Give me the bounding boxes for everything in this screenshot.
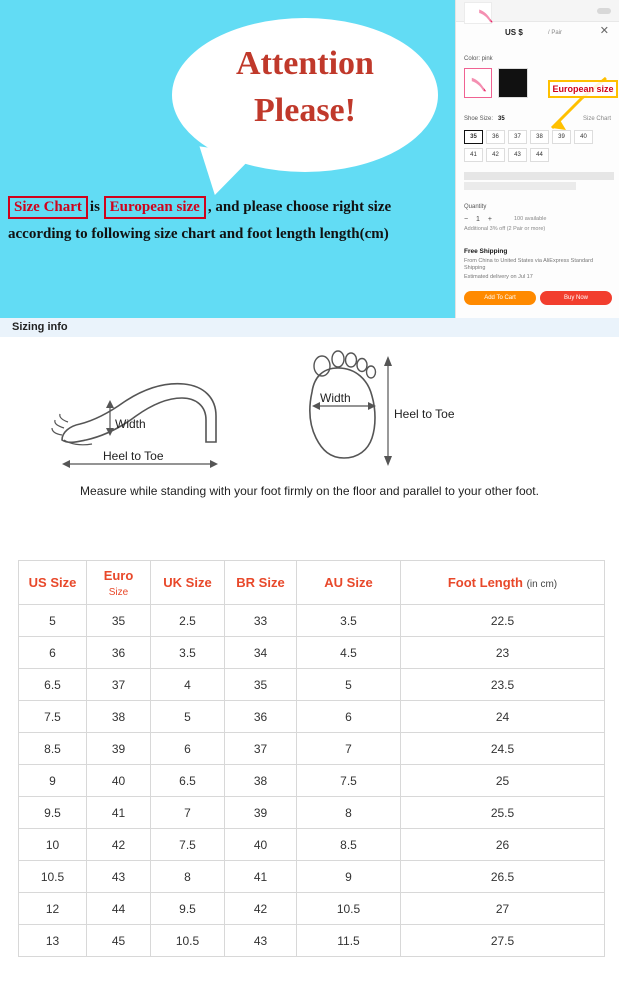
cell-us: 10.5: [19, 861, 87, 893]
table-row: [19, 765, 605, 797]
product-thumbnail[interactable]: [464, 2, 492, 24]
cell-uk: 5: [151, 701, 225, 733]
cell-us: 7.5: [19, 701, 87, 733]
cell-br: 35: [225, 669, 297, 701]
cell-au: 3.5: [297, 605, 401, 637]
shipping-estimate: Estimated delivery on Jul 17: [464, 274, 533, 280]
cell-au: 10.5: [297, 893, 401, 925]
cell-us: 12: [19, 893, 87, 925]
shoe-size-label: Shoe Size:: [464, 116, 494, 122]
cell-euro: 36: [87, 637, 151, 669]
blurred-text-line: [464, 182, 576, 190]
cell-foot-length: 26.5: [401, 861, 605, 893]
cell-euro: 44: [87, 893, 151, 925]
cell-euro: 42: [87, 829, 151, 861]
quantity-label: Quantity: [464, 204, 487, 210]
cell-euro: 45: [87, 925, 151, 957]
european-size-chip: European size: [104, 196, 206, 219]
table-row: [19, 637, 605, 669]
note-line-1: [8, 196, 458, 219]
table-row: [19, 893, 605, 925]
cell-euro: 43: [87, 861, 151, 893]
color-swatch-pink[interactable]: [464, 68, 492, 98]
european-size-callout: European size: [548, 80, 618, 98]
cell-br: 41: [225, 861, 297, 893]
size-option[interactable]: 44: [530, 148, 549, 162]
add-to-cart-button[interactable]: Add To Cart: [464, 291, 536, 305]
cell-uk: 9.5: [151, 893, 225, 925]
cell-uk: 10.5: [151, 925, 225, 957]
cell-foot-length: 25.5: [401, 797, 605, 829]
cell-br: 40: [225, 829, 297, 861]
col-header-us: US Size: [19, 561, 87, 605]
cell-foot-length: 24: [401, 701, 605, 733]
size-option[interactable]: 36: [486, 130, 505, 144]
note-mid-1: is: [89, 199, 100, 215]
size-chart-link[interactable]: Size Chart: [582, 116, 611, 122]
cell-foot-length: 27: [401, 893, 605, 925]
banner-left-area: [0, 0, 455, 318]
cell-au: 7: [297, 733, 401, 765]
note-line-2: according to following size chart and foot length length(cm): [8, 226, 389, 242]
cell-foot-length: 23.5: [401, 669, 605, 701]
cell-au: 5: [297, 669, 401, 701]
size-option[interactable]: 39: [552, 130, 571, 144]
color-swatch-black[interactable]: [498, 68, 528, 98]
cell-uk: 8: [151, 861, 225, 893]
cell-us: 9.5: [19, 797, 87, 829]
cell-euro: 38: [87, 701, 151, 733]
cell-us: 13: [19, 925, 87, 957]
color-label: Color: pink: [464, 56, 493, 62]
cell-foot-length: 26: [401, 829, 605, 861]
shipping-title: Free Shipping: [464, 248, 508, 255]
attention-banner: [0, 0, 619, 318]
col-header-euro: Euro Size: [87, 561, 151, 605]
table-row: [19, 925, 605, 957]
col-header-br: BR Size: [225, 561, 297, 605]
cell-br: 33: [225, 605, 297, 637]
cell-euro: 40: [87, 765, 151, 797]
cell-euro: 41: [87, 797, 151, 829]
shoe-size-value: 35: [498, 116, 505, 122]
size-option[interactable]: 35: [464, 130, 483, 144]
cell-br: 38: [225, 765, 297, 797]
cell-uk: 6: [151, 733, 225, 765]
cell-br: 39: [225, 797, 297, 829]
cell-euro: 37: [87, 669, 151, 701]
cell-foot-length: 22.5: [401, 605, 605, 637]
heel-to-toe-label-top: Heel to Toe: [394, 407, 455, 421]
cell-au: 8: [297, 797, 401, 829]
close-icon[interactable]: ✕: [599, 25, 609, 37]
cell-au: 7.5: [297, 765, 401, 797]
blurred-text-line: [464, 172, 614, 180]
cell-foot-length: 25: [401, 765, 605, 797]
col-header-foot-length: [401, 561, 605, 605]
cell-us: 6.5: [19, 669, 87, 701]
high-heel-icon: [470, 74, 488, 94]
table-row: [19, 733, 605, 765]
product-unit: / Pair: [548, 30, 563, 36]
table-row: [19, 669, 605, 701]
cell-uk: 6.5: [151, 765, 225, 797]
cell-br: 42: [225, 893, 297, 925]
col-header-au: AU Size: [297, 561, 401, 605]
cell-au: 6: [297, 701, 401, 733]
cell-euro: 35: [87, 605, 151, 637]
size-option[interactable]: 37: [508, 130, 527, 144]
quantity-available: 100 available: [514, 216, 547, 222]
cell-au: 9: [297, 861, 401, 893]
size-grid: [464, 130, 614, 166]
bubble-line-2: Please!: [254, 92, 356, 129]
size-conversion-table: [18, 560, 605, 957]
bubble-text: [172, 40, 438, 134]
high-heel-icon: [477, 7, 495, 24]
cell-uk: 3.5: [151, 637, 225, 669]
width-label-top: Width: [320, 391, 351, 405]
cell-foot-length: 27.5: [401, 925, 605, 957]
cell-euro: 39: [87, 733, 151, 765]
foot-measurement-diagram: [0, 340, 619, 490]
table-row: [19, 797, 605, 829]
foot-length-unit: (in cm): [526, 579, 558, 590]
cell-foot-length: 24.5: [401, 733, 605, 765]
table-row: [19, 701, 605, 733]
table-row: [19, 861, 605, 893]
size-option[interactable]: 38: [530, 130, 549, 144]
size-option[interactable]: 42: [486, 148, 505, 162]
product-price: US $: [505, 28, 523, 37]
quantity-value: 1: [476, 216, 483, 223]
quantity-stepper[interactable]: − 1 +: [464, 216, 495, 223]
size-option[interactable]: 43: [508, 148, 527, 162]
cell-br: 43: [225, 925, 297, 957]
table-row: [19, 605, 605, 637]
col-header-uk: UK Size: [151, 561, 225, 605]
cell-au: 4.5: [297, 637, 401, 669]
cell-us: 9: [19, 765, 87, 797]
cell-au: 11.5: [297, 925, 401, 957]
cell-uk: 4: [151, 669, 225, 701]
quantity-discount: Additional 3% off (2 Pair or more): [464, 226, 546, 232]
product-page-screenshot: [455, 0, 619, 318]
table-row: [19, 829, 605, 861]
cell-us: 8.5: [19, 733, 87, 765]
cell-us: 5: [19, 605, 87, 637]
size-option[interactable]: 40: [574, 130, 593, 144]
size-option[interactable]: 41: [464, 148, 483, 162]
size-chart-chip: Size Chart: [8, 196, 88, 219]
cell-au: 8.5: [297, 829, 401, 861]
bubble-line-1: Attention: [236, 45, 374, 82]
sizing-info-heading: Sizing info: [0, 318, 619, 337]
cell-br: 34: [225, 637, 297, 669]
foot-length-text: Foot Length: [447, 575, 523, 590]
cell-uk: 2.5: [151, 605, 225, 637]
buy-now-button[interactable]: Buy Now: [540, 291, 612, 305]
width-label-side: Width: [115, 417, 146, 431]
cell-foot-length: 23: [401, 637, 605, 669]
topbar-blur-bar: [597, 8, 611, 14]
cell-uk: 7.5: [151, 829, 225, 861]
cell-us: 6: [19, 637, 87, 669]
note-tail-1: , and please choose right size: [207, 199, 392, 215]
table-header-row: [19, 561, 605, 605]
speech-bubble-tail-icon: [193, 146, 255, 199]
cell-us: 10: [19, 829, 87, 861]
cell-br: 37: [225, 733, 297, 765]
heel-to-toe-label-side: Heel to Toe: [103, 449, 164, 463]
cell-br: 36: [225, 701, 297, 733]
measure-instruction: Measure while standing with your foot firmly on the floor and parallel to your other foot.: [80, 484, 539, 498]
shipping-origin: From China to United States via AliExpress Standard Shipping: [464, 258, 594, 271]
cell-uk: 7: [151, 797, 225, 829]
